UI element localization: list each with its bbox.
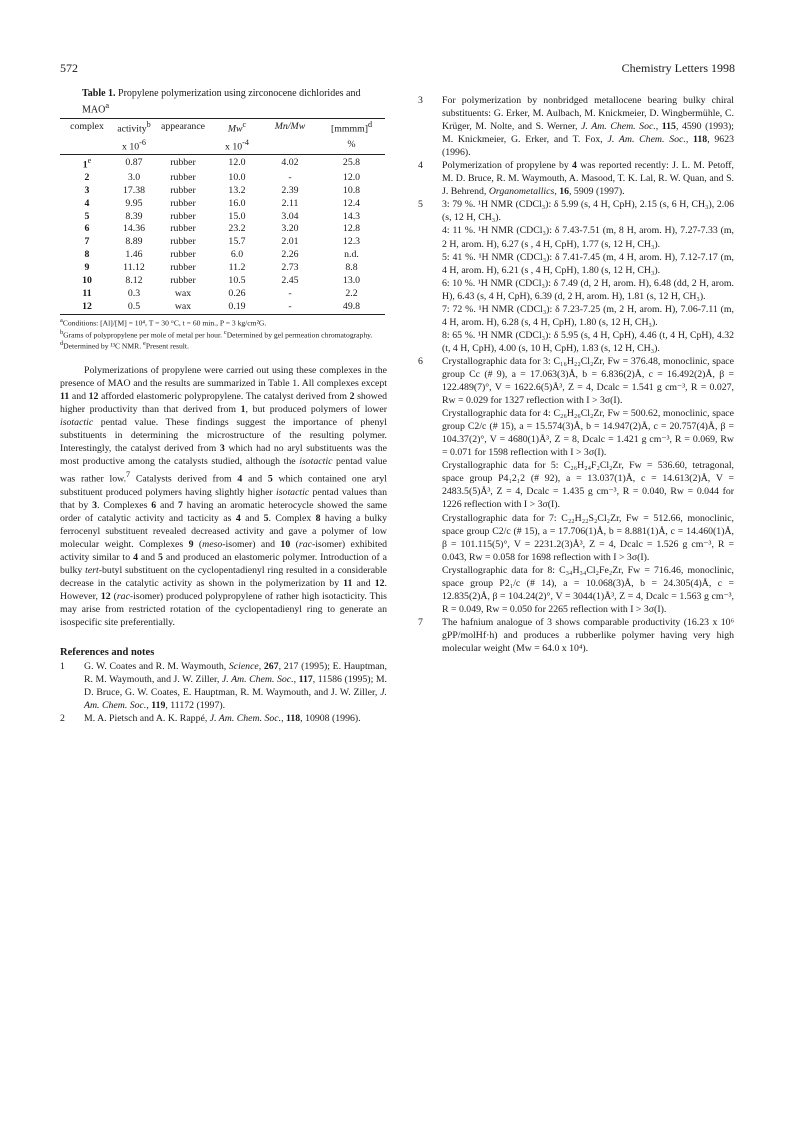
cell-mw: 15.0 bbox=[228, 210, 246, 222]
unit-mwmn bbox=[262, 137, 318, 155]
header-activity-label: activity bbox=[117, 123, 147, 135]
cell-mwmn: - bbox=[288, 171, 292, 183]
cell-complex: 4 bbox=[84, 197, 90, 209]
cell-activity: 14.36 bbox=[122, 223, 146, 235]
cell-mmmm: 12.8 bbox=[342, 223, 361, 235]
table-row bbox=[60, 211, 385, 224]
unit-mw-base: x 10 bbox=[225, 140, 243, 152]
cell-mwmn: 2.11 bbox=[281, 197, 299, 209]
crystal-data-4: Crystallographic data for 4: C₂₆H₂₆Cl₂Zr, Fw = 500.62, monoclinic, space group C2/c (# 15), a = 15.574(3)Å, b = 14.947(2)Å, c = 20.757(4)Å, β = 104.37(2)°, V = 4680(1)Å³, Z = 8, Dcalc = 1.421 g cm⁻³, R = 0.069, Rw = 0.071 for 1598 reflection with I > 3σ(I). bbox=[442, 408, 734, 459]
unit-mw-exp: -4 bbox=[242, 137, 249, 147]
reference-5-text bbox=[442, 198, 734, 355]
cell-complex: 10 bbox=[82, 275, 92, 287]
header-mmmm-label: [mmmm] bbox=[330, 123, 368, 135]
table-row bbox=[60, 172, 385, 185]
reference-3-number: 3 bbox=[418, 95, 423, 106]
cell-mmmm: 14.3 bbox=[342, 210, 361, 222]
cell-mmmm: 10.8 bbox=[342, 184, 361, 196]
reference-1 bbox=[60, 660, 387, 712]
cell-mw: 10.0 bbox=[228, 171, 246, 183]
crystal-data-8: Crystallographic data for 8: C₃₄H₃₄Cl₂Fe₂Zr, Fw = 716.46, monoclinic, space group P2₁/c (# 14), a = 10.068(3)Å, b = 24.305(4)Å, c = 12.835(2)Å, β = 104.24(2)°, V = 3044(1)Å³, Z = 4, Dcalc = 1.563 g cm⁻³, R = 0.049, Rw = 0.050 for 2265 reflection with I > 3σ(I). bbox=[442, 564, 734, 615]
cell-mmmm: 12.4 bbox=[342, 197, 361, 209]
cell-mmmm: 8.8 bbox=[345, 262, 358, 274]
cell-mmmm: 12.0 bbox=[342, 171, 361, 183]
table-row bbox=[60, 301, 385, 314]
reference-7-number: 7 bbox=[418, 616, 423, 628]
cell-mmmm: n.d. bbox=[344, 249, 359, 261]
cell-mwmn: 2.39 bbox=[281, 184, 299, 196]
cell-mmmm: 25.8 bbox=[342, 156, 361, 168]
unit-activity bbox=[114, 137, 154, 155]
footnote-a: Conditions: [Al]/[M] = 10⁴, T = 30 °C, t = 60 min., P = 3 kg/cm²G. bbox=[62, 318, 267, 328]
reference-4 bbox=[418, 159, 734, 198]
footnote-d: Determined by ¹³C NMR. bbox=[63, 341, 142, 351]
reference-6-number: 6 bbox=[418, 355, 423, 367]
unit-mmmm: % bbox=[318, 137, 385, 155]
table-row bbox=[60, 275, 385, 288]
cell-appearance: wax bbox=[154, 301, 212, 314]
cell-mmmm: 2.2 bbox=[345, 288, 358, 299]
cell-appearance: rubber bbox=[170, 210, 196, 222]
cell-appearance: rubber bbox=[170, 156, 196, 168]
cell-mw: 6.0 bbox=[230, 249, 244, 261]
left-column bbox=[60, 88, 387, 726]
cell-mwmn: 4.02 bbox=[281, 156, 299, 168]
cell-mw: 10.5 bbox=[228, 275, 246, 287]
reference-7 bbox=[418, 616, 734, 655]
cell-activity: 0.5 bbox=[114, 301, 154, 314]
page-number: 572 bbox=[60, 61, 78, 75]
cell-mwmn: 2.45 bbox=[281, 275, 299, 287]
cell-activity: 0.87 bbox=[125, 156, 143, 168]
table-row bbox=[60, 262, 385, 275]
unit-mw bbox=[212, 137, 262, 155]
cell-appearance: rubber bbox=[170, 184, 196, 196]
reference-5-number: 5 bbox=[418, 199, 423, 211]
table-body bbox=[60, 154, 385, 314]
table-footnotes: $^a$Conditions: [Al]/[M] = 10⁴, T = 30 °C, t = 60 min., P = 3 kg/cm²G. $^b$Grams of polypropylene per mole of metal per hour. $^c$Determined by gel permeation chromatography. $^d$Determined by ¹³C NMR. $^e$Present result. bbox=[60, 316, 373, 351]
table-unit-row bbox=[60, 137, 385, 155]
cell-mmmm: 49.8 bbox=[318, 301, 385, 314]
header-mw bbox=[212, 119, 262, 137]
reference-7-text: The hafnium analogue of 3 shows comparable productivity (16.23 x 10⁶ gPP/molHf·h) and produces a rubberlike polymer having very high molecular weight (Mw = 64.0 x 10⁴). bbox=[442, 616, 734, 654]
cell-complex: 6 bbox=[84, 223, 90, 235]
references-heading: References and notes bbox=[60, 647, 155, 659]
table-row bbox=[60, 154, 385, 172]
unit-appearance bbox=[154, 137, 212, 155]
cell-appearance: rubber bbox=[170, 223, 196, 235]
cell-mw: 0.26 bbox=[228, 288, 246, 299]
cell-mwmn: - bbox=[288, 288, 292, 299]
cell-mw: 16.0 bbox=[228, 197, 246, 209]
table-title-sup: a bbox=[105, 101, 110, 110]
cell-mwmn: 3.20 bbox=[281, 223, 299, 235]
cell-mmmm: 12.3 bbox=[342, 236, 361, 248]
complex-sup: e bbox=[87, 155, 92, 165]
reference-6-text bbox=[442, 355, 734, 616]
cell-appearance: rubber bbox=[170, 236, 196, 248]
cell-complex: 9 bbox=[84, 262, 90, 274]
header-activity-sup: b bbox=[146, 120, 151, 130]
journal-header: Chemistry Letters 1998 bbox=[621, 61, 735, 75]
cell-mwmn: - bbox=[262, 301, 318, 314]
header-mmmm bbox=[318, 119, 385, 137]
cell-activity: 9.95 bbox=[125, 197, 143, 209]
cell-activity: 1.46 bbox=[125, 249, 143, 261]
header-mwmn bbox=[262, 119, 318, 137]
table-caption bbox=[82, 88, 387, 116]
cell-appearance: rubber bbox=[170, 275, 196, 287]
unit-activity-base: x 10 bbox=[122, 140, 140, 152]
header-appearance: appearance bbox=[154, 119, 212, 137]
cell-mmmm: 13.0 bbox=[342, 275, 361, 287]
cell-mw: 12.0 bbox=[228, 156, 246, 168]
cell-mw: 15.7 bbox=[228, 236, 246, 248]
cell-complex: 3 bbox=[84, 184, 90, 196]
cell-appearance: wax bbox=[174, 288, 192, 299]
cell-complex: 7 bbox=[84, 236, 90, 248]
cell-activity: 0.3 bbox=[127, 288, 141, 299]
header-mw-sup: c bbox=[242, 120, 247, 130]
table-row bbox=[60, 198, 385, 211]
cell-mwmn: 2.26 bbox=[281, 249, 299, 261]
cell-activity: 11.12 bbox=[123, 262, 145, 274]
cell-mwmn: 2.01 bbox=[281, 236, 299, 248]
cell-appearance: rubber bbox=[170, 171, 196, 183]
nmr-6: 6: 10 %. ¹H NMR (CDCl₃): δ 7.49 (d, 2 H, arom. H), 6.48 (dd, 2 H, arom. H), 6.43 (s, 4 H, CpH), 6.39 (d, 2 H, arom. H), 1.81 (s, 12 H, CH₃). bbox=[442, 277, 734, 302]
table-header-row bbox=[60, 119, 385, 137]
crystal-data-5: Crystallographic data for 5: C₂₆H₂₄F₂Cl₂Zr, Fw = 536.60, tetragonal, space group P4₁2₁2 (# 92), a = 13.037(1)Å, c = 14.613(2)Å, V = 2483.5(5)Å³, Z = 4, Dcalc = 1.435 g cm⁻³, R = 0.040, Rw = 0.044 for 1226 reflection with I > 3σ(I). bbox=[442, 460, 734, 511]
cell-complex: 5 bbox=[84, 210, 90, 222]
cell-activity: 8.89 bbox=[125, 236, 143, 248]
cell-appearance: rubber bbox=[170, 262, 196, 274]
nmr-7: 7: 72 %. ¹H NMR (CDCl₃): δ 7.23-7.25 (m, 2 H, arom. H), 7.06-7.11 (m, 4 H, arom. H), 6.28 (s, 4 H, CpH), 1.80 (s, 12 H, CH₃). bbox=[442, 303, 734, 328]
polymerization-table bbox=[60, 118, 385, 314]
cell-activity: 3.0 bbox=[127, 171, 141, 183]
cell-mwmn: 2.73 bbox=[281, 262, 299, 274]
nmr-4: 4: 11 %. ¹H NMR (CDCl₃): δ 7.43-7.51 (m, 8 H, arom. H), 7.27-7.33 (m, 2 H, arom. H), 6.27 (s , 4 H, CpH), 1.77 (s, 12 H, CH₃). bbox=[442, 225, 734, 250]
table-label: Table 1. bbox=[82, 88, 116, 99]
reference-3 bbox=[418, 94, 734, 159]
footnote-b: Grams of polypropylene per mole of metal per hour. bbox=[63, 330, 222, 340]
nmr-3: 3: 79 %. ¹H NMR (CDCl₃): δ 5.99 (s, 4 H, CpH), 2.15 (s, 6 H, CH₃), 2.06 (s, 12 H, CH₃). bbox=[442, 199, 734, 224]
cell-complex: 1e bbox=[82, 155, 92, 170]
reference-2 bbox=[60, 712, 387, 725]
reference-2-text: M. A. Pietsch and A. K. Rappé, J. Am. Chem. Soc., 118, 10908 (1996). bbox=[84, 713, 361, 725]
header-complex: complex bbox=[60, 119, 114, 137]
right-column bbox=[418, 94, 734, 655]
cell-complex: 12 bbox=[60, 301, 114, 314]
footnote-c: Determined by gel permeation chromatography. bbox=[226, 330, 373, 340]
reference-2-number: 2 bbox=[60, 713, 65, 725]
reference-1-number: 1 bbox=[60, 661, 65, 673]
reference-3-text: For polymerization by nonbridged metallocene bearing bulky chiral substituents: G. Erker, M. Aulbach, M. Knickmeier, D. Wingbermühle, C. Krüger, M. Nolte, and S. Werner, J. Am. Chem. Soc., 115, 4590 (1993); M. Knickmeier, G. Erker, and T. Fox, J. Am. Chem. Soc., 118, 9623 (1996). bbox=[442, 95, 734, 159]
cell-appearance: rubber bbox=[170, 249, 196, 261]
cell-complex: 2 bbox=[84, 171, 90, 183]
table-row bbox=[60, 288, 385, 301]
table-row bbox=[60, 236, 385, 249]
cell-complex: 11 bbox=[82, 288, 92, 299]
table-row bbox=[60, 223, 385, 236]
unit-activity-exp: -6 bbox=[139, 137, 146, 147]
body-paragraph: Polymerizations of propylene were carried out using these complexes in the presence of MAO and the results are summarized in Table 1. All complexes except 11 and 12 afforded elastomeric polypropylene. The catalyst derived from 2 showed higher productivity than that derived from 1, but produced polymers of lower isotactic pentad value. These findings suggest the importance of phenyl substituents in determining the microstructure of the resulting polymer. Interestingly, the catalyst derived from 3 which had no aryl substituents was the most productive among the catalysts studied, although the isotactic pentad value was rather low.$^7$ Catalysts derived from 4 and 5 which contained one aryl substituent produced polymers having slightly higher isotactic pentad values than that by 3. Complexes 6 and 7 having an aromatic heterocycle showed the same order of catalytic activity and tacticity as 4 and 5. Complex 8 having a bulky ferrocenyl substituent revealed decreased activity and gave a polymer of low molecular weight. Complexes 9 (meso-isomer) and 10 (rac-isomer) exhibited activity similar to 4 and 5 and produced an elastomeric polymer. Introduction of a bulky tert-butyl substituent on the cyclopentadienyl ring resulted in a considerable decrease in the catalytic activity as shown in the polymerization by 11 and 12. However, 12 (rac-isomer) produced polypropylene of rather high isotacticity. This may arise from restricted rotation of the cyclopentadienyl ring to generate an isospecific site preferentially. bbox=[60, 365, 388, 629]
cell-mwmn: 3.04 bbox=[281, 210, 299, 222]
reference-6 bbox=[418, 355, 734, 616]
table-row bbox=[60, 185, 385, 198]
reference-1-text: G. W. Coates and R. M. Waymouth, Science, 267, 217 (1995); E. Hauptman, R. M. Waymouth, and J. W. Ziller, J. Am. Chem. Soc., 117, 11586 (1995); M. D. Bruce, G. W. Coates, E. Hauptman, R. M. Waymouth, and J. W. Ziller, J. Am. Chem. Soc., 119, 11172 (1997). bbox=[84, 661, 388, 712]
reference-4-text: Polymerization of propylene by 4 was reported recently: J. L. M. Petoff, M. D. Bruce, R. M. Waymouth, A. Masood, T. K. Lal, R. W. Quan, and S. J. Behrend, Organometallics, 16, 5909 (1997). bbox=[442, 160, 734, 198]
header-mwmn-label: Mn/Mw bbox=[274, 121, 306, 133]
crystal-data-3: Crystallographic data for 3: C₁₆H₂₂Cl₂Zr, Fw = 376.48, monoclinic, space group Cc (# 9), a = 17.063(3)Å, b = 6.836(2)Å, c = 16.492(2)Å, β = 122.489(7)°, V = 1622.6(5)Å³, Z = 4, Dcalc = 1.541 g cm⁻³, R = 0.027, Rw = 0.029 for 1327 reflection with I > 3σ(I). bbox=[442, 355, 734, 407]
cell-complex: 8 bbox=[84, 249, 90, 261]
cell-mw: 11.2 bbox=[228, 262, 246, 274]
reference-5 bbox=[418, 198, 734, 355]
cell-activity: 8.39 bbox=[125, 210, 143, 222]
nmr-8: 8: 65 %. ¹H NMR (CDCl₃): δ 5.95 (s, 4 H, CpH), 4.46 (t, 4 H, CpH), 4.32 (t, 4 H, CpH), 4.00 (s, 10 H, CpH), 1.83 (s, 12 H, CH₃). bbox=[442, 329, 734, 354]
header-mw-label: Mw bbox=[227, 123, 243, 135]
cell-appearance: rubber bbox=[170, 197, 196, 209]
cell-mw: 0.19 bbox=[212, 301, 262, 314]
reference-4-number: 4 bbox=[418, 160, 423, 172]
cell-activity: 8.12 bbox=[125, 275, 143, 287]
cell-activity: 17.38 bbox=[122, 184, 146, 196]
table-row bbox=[60, 249, 385, 262]
cell-mw: 23.2 bbox=[228, 223, 246, 235]
crystal-data-7: Crystallographic data for 7: C₂₂H₂₂S₂Cl₂Zr, Fw = 512.66, monoclinic, space group C2/c (# 15), a = 17.706(1)Å, b = 8.881(1)Å, c = 14.460(1)Å, β = 101.115(5)°, V = 2231.2(3)Å³, Z = 4, Dcalc = 1.526 g cm⁻³, R = 0.043, Rw = 0.058 for 1698 reflection with I > 3σ(I). bbox=[442, 512, 734, 563]
nmr-5: 5: 41 %. ¹H NMR (CDCl₃): δ 7.41-7.45 (m, 4 H, arom. H), 7.12-7.17 (m, 4 H, arom. H), 6.21 (s , 4 H, CpH), 1.80 (s, 12 H, CH₃). bbox=[442, 251, 734, 276]
cell-mw: 13.2 bbox=[228, 184, 246, 196]
unit-complex bbox=[60, 137, 114, 155]
header-mmmm-sup: d bbox=[367, 120, 373, 130]
table-title: Propylene polymerization using zirconocene dichlorides and MAO bbox=[82, 88, 361, 116]
header-activity bbox=[114, 119, 154, 137]
footnote-e: Present result. bbox=[145, 341, 189, 351]
